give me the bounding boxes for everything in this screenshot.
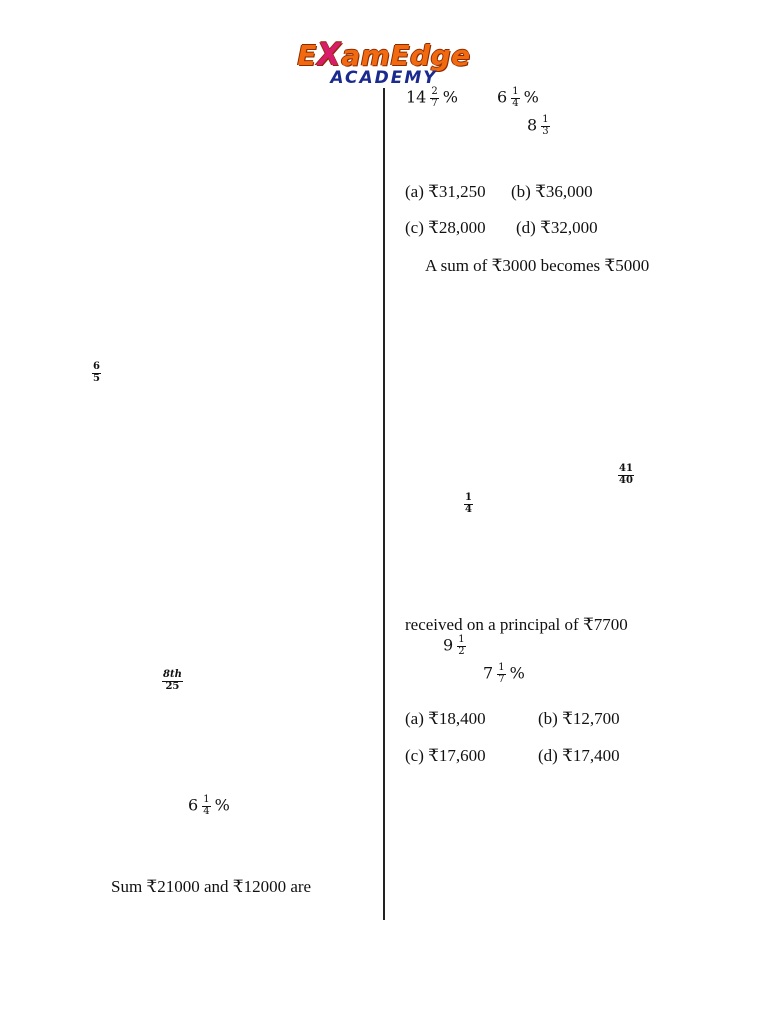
- rate-seven-one-seventh: 7 $\frac{1}{7}$ %: [483, 662, 525, 685]
- q3-option-d[interactable]: (d) ₹17,400: [538, 746, 620, 765]
- fraction-8th-25: $\frac{8th}{25}$: [163, 669, 182, 692]
- fraction-1-4: $\frac{1}{4}$: [465, 492, 472, 515]
- fraction-41-40: $\frac{41}{40}$: [619, 463, 633, 486]
- sum-text: Sum ₹21000 and ₹12000 are: [111, 877, 312, 896]
- q3-option-b[interactable]: (b) ₹12,700: [538, 709, 620, 728]
- q1-option-a[interactable]: (a) ₹31,250: [405, 182, 486, 201]
- q1-option-b[interactable]: (b) ₹36,000: [511, 182, 593, 201]
- q3-option-c[interactable]: (c) ₹17,600: [405, 746, 486, 765]
- q3-text: received on a principal of ₹7700: [405, 615, 628, 634]
- fraction-6-5: $\frac{6}{5}$: [93, 361, 100, 384]
- rate-six-and-quarter-right: 6 $\frac{1}{4}$ %: [497, 86, 539, 109]
- rate-nine-and-half: 9 $\frac{1}{2}$: [443, 634, 465, 657]
- logo-academy: ACADEMY: [330, 68, 438, 88]
- q1-option-d[interactable]: (d) ₹32,000: [516, 218, 598, 237]
- rate-eight-one-third: 8 $\frac{1}{3}$: [527, 114, 549, 137]
- rate-fourteen-two-sevenths: 14 $\frac{2}{7}$ %: [406, 86, 458, 109]
- examedge-logo: [0, 37, 768, 88]
- logo-wordmark: EXamEdge: [297, 37, 471, 73]
- rate-six-and-quarter: 6 $\frac{1}{4}$ %: [188, 794, 230, 817]
- q1-option-c[interactable]: (c) ₹28,000: [405, 218, 486, 237]
- q2-text: A sum of ₹3000 becomes ₹5000: [425, 256, 650, 275]
- q3-option-a[interactable]: (a) ₹18,400: [405, 709, 486, 728]
- column-divider: [383, 88, 385, 920]
